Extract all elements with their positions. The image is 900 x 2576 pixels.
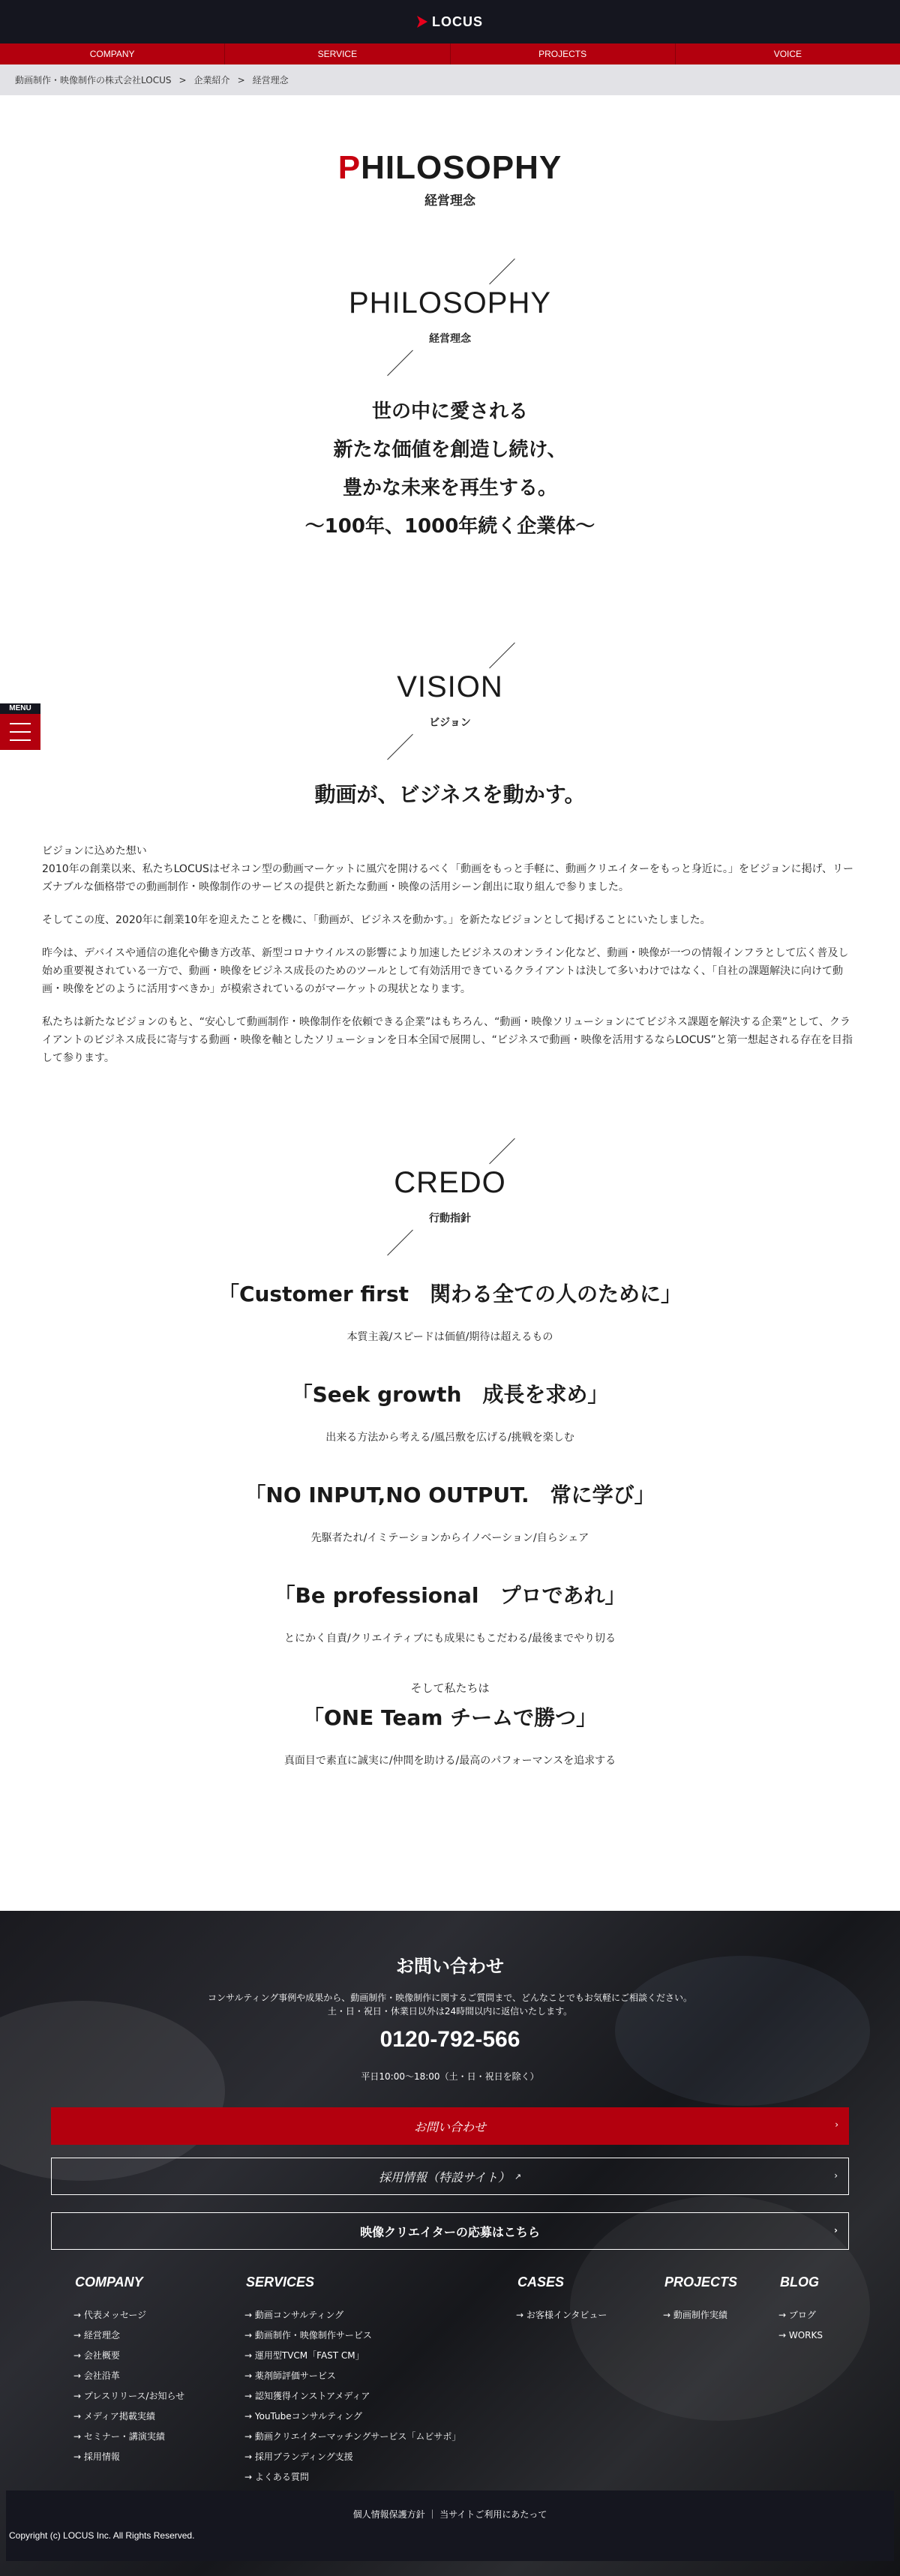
recruit-button-label: 採用情報（特設サイト） [378,2170,510,2185]
credo-item-final [0,1680,900,1768]
page-title [0,149,900,187]
credo-item [0,1278,900,1344]
external-link-icon: ↗ [514,2171,522,2182]
phone-number[interactable]: 0120-792-566 [380,2027,520,2052]
breadcrumb-home[interactable]: 動画制作・映像制作の株式会社LOCUS [15,75,172,85]
section-heading [0,1136,900,1268]
footer-heading: CASES [518,2275,565,2290]
footer-link[interactable]: → メディア掲載実績 [75,2407,184,2427]
footer-link[interactable]: → 代表メッセージ [75,2305,184,2326]
contact-button[interactable] [51,2107,849,2145]
vision-paragraph: そしてこの度、2020年に創業10年を迎えたことを機に、「動画が、ビジネスを動かす。」を新たなビジョンとして掲げることにいたしました。 [42,914,711,926]
footer-heading: SERVICES [246,2275,315,2290]
chevron-right-icon: › [834,2225,838,2236]
credo-item [0,1579,900,1645]
chevron-right-icon: › [835,2119,838,2130]
footer-link[interactable]: → 採用情報 [75,2447,184,2467]
footer-link[interactable]: → 動画コンサルティング [246,2305,460,2326]
nav-service[interactable]: SERVICE [225,43,450,64]
hamburger-icon [10,739,31,741]
credo-title: 「Be professional プロであれ」 [274,1583,626,1608]
footer-link[interactable]: → セミナー・講演実績 [75,2427,184,2447]
nav-company[interactable]: COMPANY [0,43,225,64]
menu-label: MENU [9,704,32,712]
section-heading [0,640,900,772]
site-header [0,0,900,95]
philosophy-line: 新たな価値を創造し続け、 [333,439,567,461]
vision-paragraph: 昨今は、デバイスや通信の進化や働き方改革、新型コロナウイルスの影響により加速したビジネスのオンライン化など、動画・映像が一つの情報インフラとして広く普及し始め重要視されている一方で、動画・映像をビジネス成長のためのツールとして有効活用できているクライアントは決して多いわけではなく、「自社の課題解決に向けて動画・映像をどのように活用すべきか」が模索されているのがマーケットの現状となります。 [42,947,849,995]
section-title-ja: 経営理念 [429,333,471,345]
menu-button[interactable] [0,703,40,750]
vision-paragraph: 2010年の創業以来、私たちLOCUSはゼネコン型の動画マーケットに風穴を開けるべく「動画をもっと手軽に、動画クリエイターをもっと身近に。」をビジョンに掲げ、リーズナブルな価格帯での動画制作・映像制作のサービスの提供と新たな動画・映像の活用シーン創出に取り組んで参りました。 [42,863,854,893]
footer-link[interactable]: → 会社沿革 [75,2366,184,2386]
vision-paragraph: 私たちは新たなビジョンのもと、“安心して動画制作・映像制作を依頼できる企業”はもちろん、“動画・映像ソリューションにてビジネス課題を解決する企業”として、クライアントのビジネス成長に寄与する動画・映像を軸としたソリューションを日本全国で展開し、“ビジネスで動画・映像を活用するならLOCUS”と第一想起される存在を目指して参ります。 [42,1016,853,1064]
footer-link[interactable]: → 薬剤師評価サービス [246,2366,460,2386]
breadcrumb [0,64,900,95]
footer-link[interactable]: → WORKS [780,2326,823,2346]
credo-lead-in: そして私たちは [410,1681,490,1695]
footer-link[interactable]: → 運用型TVCM「FAST CM」 [246,2346,460,2366]
logo[interactable] [417,14,483,30]
credo-item [0,1479,900,1545]
contact-note-line: コンサルティング事例や成果から、動画制作・映像制作に関するご質問まで、どんなことでもお気軽にご相談ください。 [208,1993,692,2003]
section-title-en: VISION [397,670,503,703]
breadcrumb-separator: > [237,74,245,85]
footer-heading: COMPANY [75,2275,143,2290]
footer-column-company [75,2275,184,2467]
breadcrumb-current: 経営理念 [252,75,289,85]
philosophy-section [0,256,900,546]
footer-link[interactable]: → 動画制作・映像制作サービス [246,2326,460,2346]
vision-paragraph-label: ビジョンに込めた想い [42,845,147,857]
footer-link[interactable]: → 採用ブランディング支援 [246,2447,460,2467]
main-nav [0,43,900,64]
nav-voice[interactable]: VOICE [773,49,802,59]
philosophy-line: 世の中に愛される [371,400,528,423]
footer-heading: PROJECTS [664,2275,738,2290]
credo-section [0,1136,900,1768]
creator-apply-button-label: 映像クリエイターの応募はこちら [360,2224,540,2239]
footer-bottom-bar [6,2491,894,2561]
footer-link[interactable]: → よくある質問 [246,2467,460,2488]
credo-description: 出来る方法から考える/風呂敷を広げる/挑戦を楽しむ [326,1432,574,1444]
footer-link[interactable]: → 経営理念 [75,2326,184,2346]
nav-projects[interactable]: PROJECTS [451,43,676,64]
credo-title: 「Seek growth 成長を求め」 [291,1382,609,1407]
footer-heading: BLOG [780,2275,819,2290]
business-hours: 平日10:00〜18:00（土・日・祝日を除く） [361,2071,539,2082]
chevron-right-icon: › [834,2170,838,2181]
contact-note-line: 土・日・祝日・休業日以外は24時間以内に返信いたします。 [327,2006,573,2017]
footer-column-cases [518,2275,607,2326]
divider-slash [387,1230,413,1256]
footer-column-blog [780,2275,823,2346]
divider-slash [387,734,413,760]
footer-link[interactable]: → 動画クリエイターマッチングサービス「ムビサポ」 [246,2427,460,2447]
philosophy-line: 豊かな未来を再生する。 [342,477,557,499]
footer-link[interactable]: → 動画制作実績 [664,2305,737,2326]
credo-description: とにかく自責/クリエイティブにも成果にもこだわる/最後までやり切る [284,1633,616,1645]
hamburger-icon [10,723,31,724]
credo-title: 「Customer first 関わる全ての人のために」 [218,1282,682,1306]
philosophy-statement [0,393,900,546]
credo-description: 真面目で素直に誠実に/仲間を助ける/最高のパフォーマンスを追求する [284,1755,616,1767]
copyright: Copyright (c) LOCUS Inc. All Rights Reserved. [9,2530,195,2541]
breadcrumb-company[interactable]: 企業紹介 [194,75,230,85]
recruit-button[interactable] [51,2158,849,2195]
section-title-en: PHILOSOPHY [348,286,552,319]
vision-catchphrase: 動画が、ビジネスを動かす。 [314,782,586,807]
divider-slash [387,350,413,376]
page-title-initial: P [338,149,362,186]
creator-apply-button[interactable] [51,2212,849,2250]
logo-text: LOCUS [432,13,483,29]
breadcrumb-separator: > [178,74,187,85]
vision-body [42,842,858,1067]
footer-link[interactable]: → 認知獲得インストアメディア [246,2386,460,2407]
footer-policy-links[interactable]: 個人情報保護方針 ｜ 当サイトご利用にあたって [352,2509,548,2520]
vision-section [0,640,900,1067]
credo-title: 「NO INPUT,NO OUTPUT. 常に学び」 [244,1483,656,1507]
credo-description: 本質主義/スピードは価値/期待は超えるもの [346,1331,554,1343]
credo-item [0,1378,900,1444]
credo-description: 先駆者たれ/イミテーションからイノベーション/自らシェア [310,1532,590,1544]
contact-footer [0,1911,900,2576]
footer-column-projects [664,2275,737,2326]
section-title-ja: ビジョン [429,717,471,729]
hero [0,95,900,208]
section-title-ja: 行動指針 [429,1213,471,1225]
page-subtitle: 経営理念 [424,193,476,208]
credo-title: 「ONE Team チームで勝つ」 [302,1705,598,1730]
footer-link[interactable]: → 会社概要 [75,2346,184,2366]
contact-note [0,1991,900,2018]
footer-link[interactable]: → YouTubeコンサルティング [246,2407,460,2427]
hamburger-icon [10,731,31,733]
section-title-en: CREDO [394,1166,506,1199]
footer-column-services [246,2275,460,2488]
footer-link[interactable]: → ブログ [780,2305,823,2326]
logo-mark-icon [417,16,428,28]
philosophy-line: 〜100年、1000年続く企業体〜 [304,515,596,538]
footer-link[interactable]: → お客様インタビュー [518,2305,607,2326]
section-heading [0,256,900,388]
page-title-rest: HILOSOPHY [361,149,562,186]
top-bar [0,0,900,43]
contact-button-label: お問い合わせ [413,2119,486,2134]
footer-link[interactable]: → プレスリリース/お知らせ [75,2386,184,2407]
contact-title: お問い合わせ [396,1956,504,1977]
